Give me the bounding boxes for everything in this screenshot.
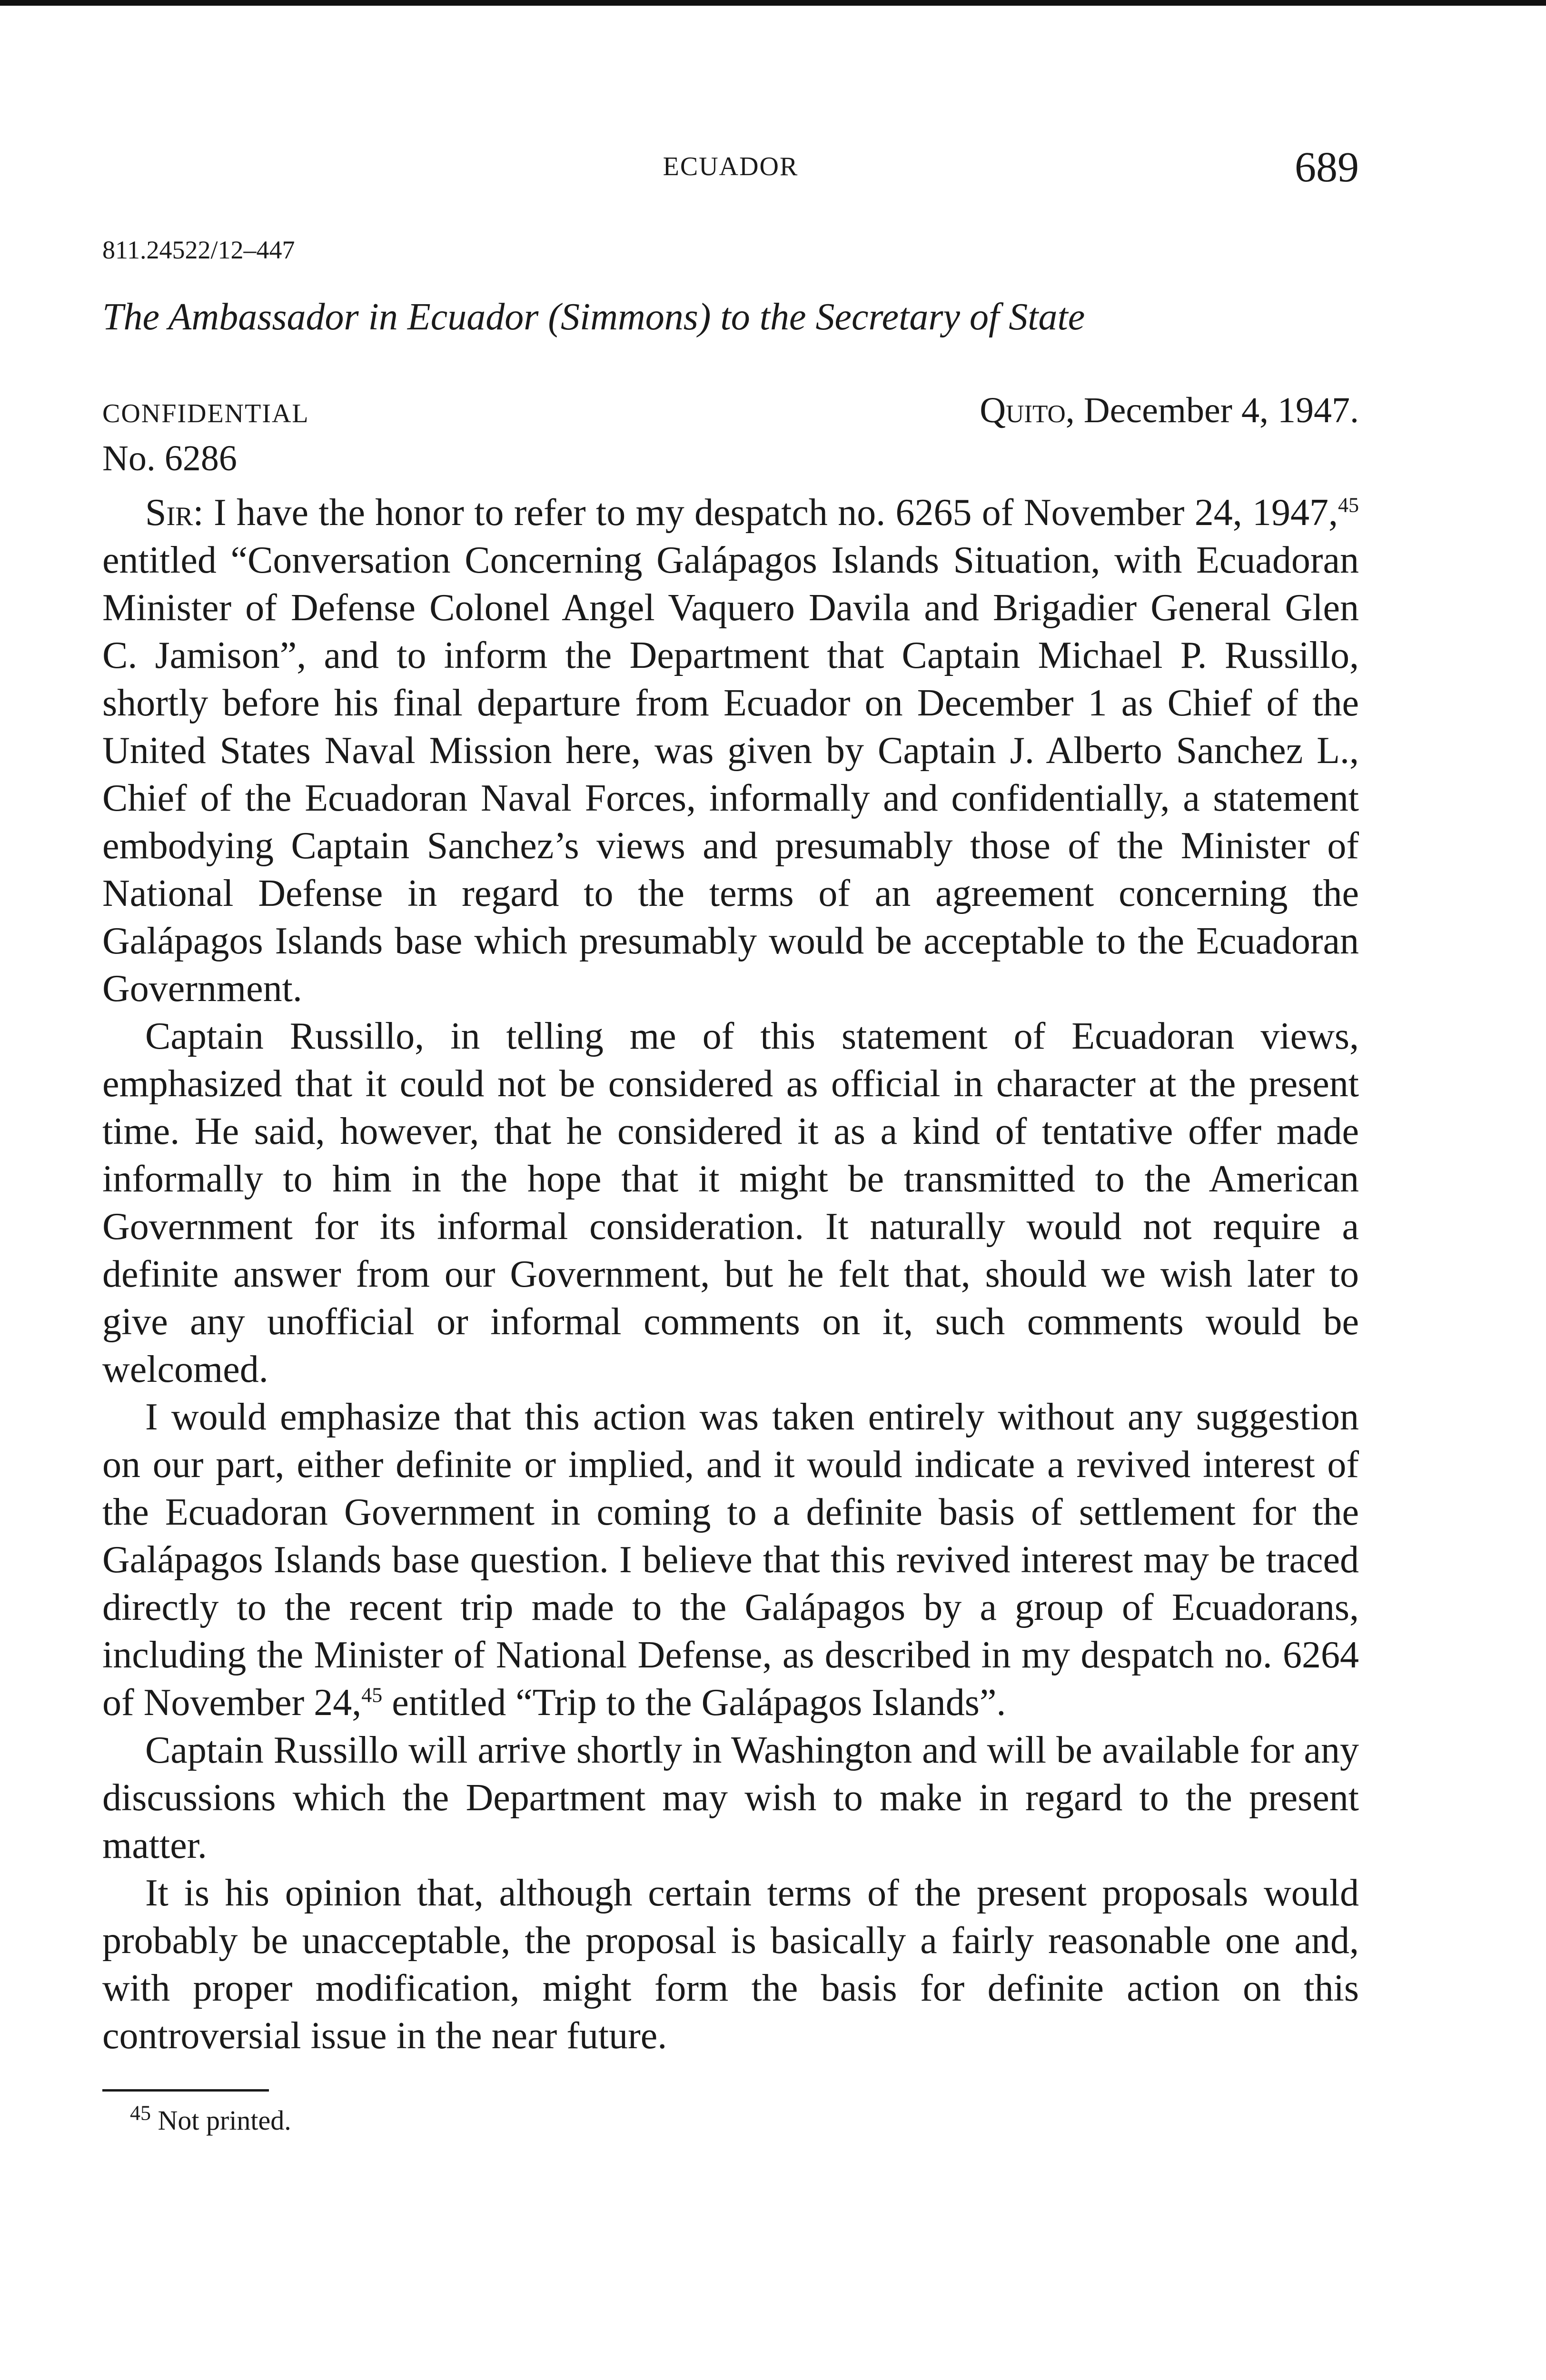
paragraph-3-text-a: I would emphasize that this action was taken entirely without any suggestion on our part, either definite or implied, and it would indicate a revived interest of the Ecuadoran Government in coming to a definite basis of settlement for the Galápagos Islands base question. I believe that this revived interest may be traced directly to the recent trip made to the Galápagos by a group of Ecuadorans, including the Minister of National Defense, as described in my despatch no. 6264 of November 24, [102,1396,1359,1724]
date: , December 4, 1947. [1065,390,1359,430]
paragraph-3-text-b: entitled “Trip to the Galápagos Islands”. [382,1682,1006,1724]
running-head [102,143,1359,200]
footnote-divider [102,2089,269,2092]
footnote-text: Not printed. [151,2105,291,2136]
running-title: ECUADOR [663,152,799,181]
paragraph-1-text-b: entitled “Conversation Concerning Galápagos Islands Situation, with Ecuadoran Minister of Defense Colonel Angel Vaquero Davila and Brigadier General Glen C. Jamison”, and to inform the Department that Captain Michael P. Russillo, shortly before his final departure from Ecuador on December 1 as Chief of the United States Naval Mission here, was given by Captain J. Alberto Sanchez L., Chief of the Ecuadoran Naval Forces, informally and confidentially, a statement embodying Captain Sanchez’s views and presumably those of the Minister of National Defense in regard to the terms of an agreement concerning the Galápagos Islands base which presumably would be acceptable to the Ecuadoran Government. [102,539,1359,1010]
document-heading: The Ambassador in Ecuador (Simmons) to the Secretary of State [102,296,1085,338]
top-border [0,0,1546,6]
place-date [980,392,1359,428]
despatch-number: No. 6286 [102,438,237,478]
footnote-reference: 45 [1338,493,1359,517]
paragraph-5: It is his opinion that, although certain terms of the present proposals would probably be unacceptable, the proposal is basically a fairly reasonable one and, with proper modification, might form the basis for definite action on this controversial issue in the near future. [102,1872,1359,2057]
salutation: Sir [145,492,193,534]
footnote-reference: 45 [361,1683,383,1707]
paragraph-1-text-a: : I have the honor to refer to my despatch no. 6265 of November 24, 1947, [193,492,1338,534]
classification-label: CONFIDENTIAL [102,399,309,428]
file-number: 811.24522/12–447 [102,236,295,264]
classification-row [102,392,1359,428]
footnote [130,2101,1359,2137]
paragraph-1 [102,489,1359,1012]
paragraph-2: Captain Russillo, in telling me of this statement of Ecuadoran views, emphasized that it could not be considered as official in character at the present time. He said, however, that he considered it as a kind of tentative offer made informally to him in the hope that it might be transmitted to the American Government for its informal consideration. It naturally would not require a definite answer from our Government, but he felt that, should we wish later to give any unofficial or informal comments on it, such comments would be welcomed. [102,1015,1359,1391]
footnote-marker: 45 [130,2101,151,2125]
paragraph-4: Captain Russillo will arrive shortly in Washington and will be available for any discussions which the Department may wish to make in regard to the present matter. [102,1729,1359,1867]
paragraph-3 [102,1393,1359,1726]
page-number: 689 [1295,144,1359,191]
document-page [102,143,1359,2137]
place: Quito [980,390,1066,430]
